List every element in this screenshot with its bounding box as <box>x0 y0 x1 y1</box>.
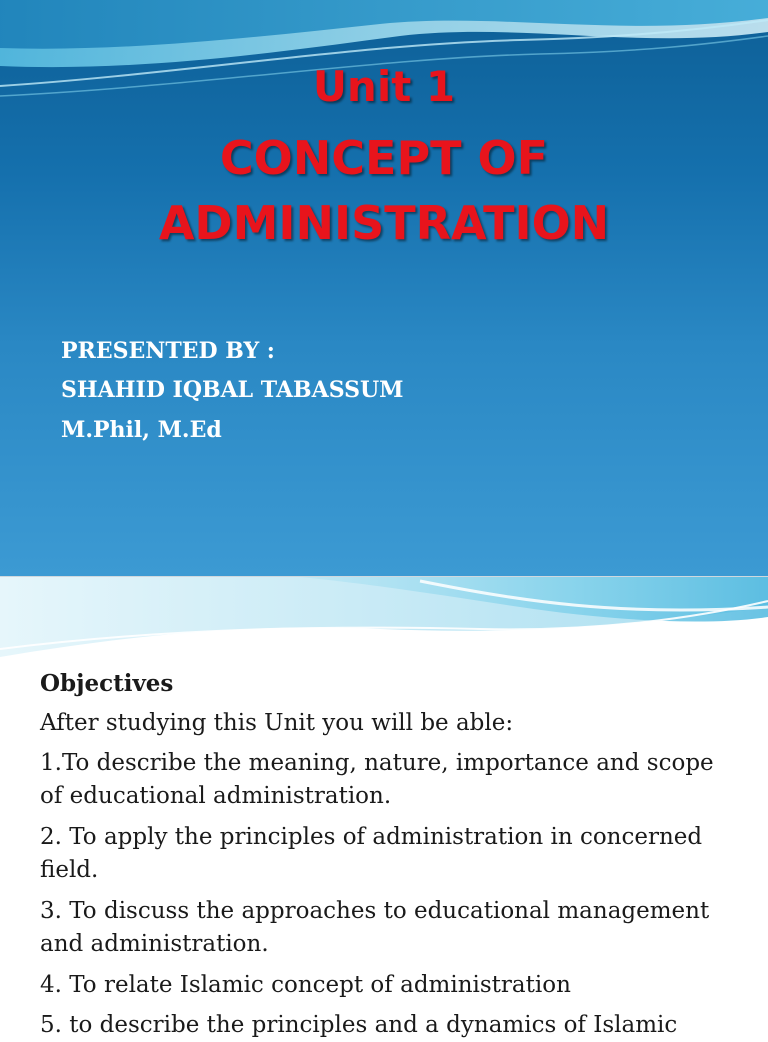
objectives-slide <box>0 576 768 1038</box>
objectives-heading: Objectives <box>40 670 174 697</box>
objective-item: 2. To apply the principles of administration in concerned field. <box>40 824 703 883</box>
presenter-degrees: M.Phil, M.Ed <box>61 417 222 443</box>
slide-title-administration: ADMINISTRATION <box>158 196 610 250</box>
presenter-name: SHAHID IQBAL TABASSUM <box>61 377 404 403</box>
slide-title-concept: CONCEPT OF <box>219 131 549 185</box>
header-wave-decoration <box>0 577 768 667</box>
objectives-intro: After studying this Unit you will be able: <box>40 710 514 736</box>
presented-by-label: PRESENTED BY : <box>61 338 275 364</box>
objective-item: 3. To discuss the approaches to educational management and administration. <box>40 898 710 957</box>
objective-item: 4. To relate Islamic concept of administration <box>40 972 571 998</box>
objective-item: 5. to describe the principles and a dynamics of Islamic <box>40 1012 678 1038</box>
objective-item: 1.To describe the meaning, nature, importance and scope of educational administration. <box>40 750 714 809</box>
slide-title-unit: Unit 1 <box>312 62 456 111</box>
